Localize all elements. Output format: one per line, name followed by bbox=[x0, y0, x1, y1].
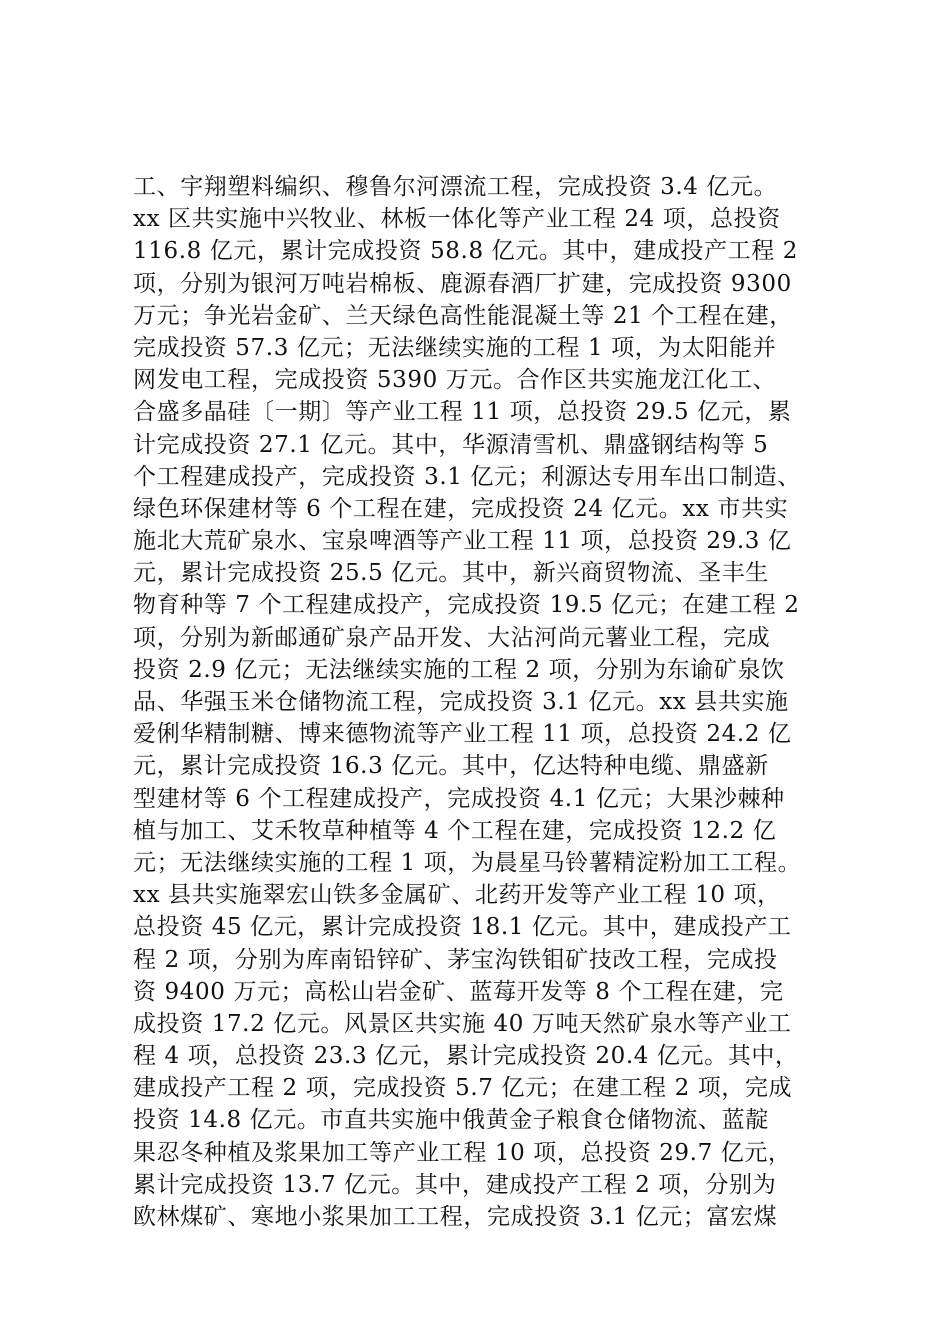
text-line: 万元；争光岩金矿、兰天绿色高性能混凝土等 21 个工程在建， bbox=[133, 302, 793, 329]
text-line: 网发电工程，完成投资 5390 万元。合作区共实施龙江化工、 bbox=[133, 367, 777, 394]
text-line: 元，累计完成投资 25.5 亿元。其中，新兴商贸物流、圣丰生 bbox=[133, 560, 769, 587]
text-line: 投资 14.8 亿元。市直共实施中俄黄金子粮食仓储物流、蓝靛 bbox=[133, 1107, 769, 1134]
text-line: 建成投产工程 2 项，完成投资 5.7 亿元；在建工程 2 项，完成 bbox=[133, 1075, 793, 1102]
text-line: 型建材等 6 个工程建成投产，完成投资 4.1 亿元；大果沙棘种 bbox=[133, 785, 785, 812]
text-line: 116.8 亿元，累计完成投资 58.8 亿元。其中，建成投产工程 2 bbox=[133, 238, 798, 265]
text-line: 程 2 项，分别为库南铅锌矿、茅宝沟铁钼矿技改工程，完成投 bbox=[133, 946, 778, 973]
text-line: 合盛多晶硅〔一期〕等产业工程 11 项，总投资 29.5 亿元，累 bbox=[133, 399, 792, 426]
body-text bbox=[133, 171, 833, 1233]
text-line: 施北大荒矿泉水、宝泉啤酒等产业工程 11 项，总投资 29.3 亿 bbox=[133, 528, 792, 555]
text-line: 计完成投资 27.1 亿元。其中，华源清雪机、鼎盛钢结构等 5 bbox=[133, 431, 769, 458]
text-line: 果忍冬种植及浆果加工等产业工程 10 项，总投资 29.7 亿元， bbox=[133, 1139, 792, 1166]
text-line: 项，分别为新邮通矿泉产品开发、大沾河尚元薯业工程，完成 bbox=[133, 624, 771, 651]
text-line: 品、华强玉米仓储物流工程，完成投资 3.1 亿元。xx 县共实施 bbox=[133, 689, 789, 715]
text-line: xx 县共实施翠宏山铁多金属矿、北药开发等产业工程 10 项， bbox=[133, 882, 781, 909]
text-line: 成投资 17.2 亿元。风景区共实施 40 万吨天然矿泉水等产业工 bbox=[133, 1010, 792, 1037]
text-line: 物育种等 7 个工程建成投产，完成投资 19.5 亿元；在建工程 2 bbox=[133, 592, 800, 619]
text-line: 爱俐华精制糖、博来德物流等产业工程 11 项，总投资 24.2 亿 bbox=[133, 721, 792, 748]
text-line: 绿色环保建材等 6 个工程在建，完成投资 24 亿元。xx 市共实 bbox=[133, 495, 789, 522]
text-line: 工、宇翔塑料编织、穆鲁尔河漂流工程，完成投资 3.4 亿元。 bbox=[133, 174, 778, 200]
text-line: xx 区共实施中兴牧业、林板一体化等产业工程 24 项，总投资 bbox=[133, 206, 781, 233]
text-line: 投资 2.9 亿元；无法继续实施的工程 2 项，分别为东谕矿泉饮 bbox=[133, 656, 785, 683]
text-line: 个工程建成投产，完成投资 3.1 亿元；利源达专用车出口制造、 bbox=[133, 463, 801, 490]
text-line: 元；无法继续实施的工程 1 项，为晨星马铃薯精淀粉加工工程。 bbox=[133, 849, 802, 876]
text-line: 欧林煤矿、寒地小浆果加工工程，完成投资 3.1 亿元；富宏煤 bbox=[133, 1204, 778, 1230]
text-line: 项，分别为银河万吨岩棉板、鹿源春酒厂扩建，完成投资 9300 bbox=[133, 270, 792, 297]
text-line: 完成投资 57.3 亿元；无法继续实施的工程 1 项，为太阳能并 bbox=[133, 334, 777, 361]
text-line: 植与加工、艾禾牧草种植等 4 个工程在建，完成投资 12.2 亿 bbox=[133, 817, 777, 844]
text-line: 累计完成投资 13.7 亿元。其中，建成投产工程 2 项，分别为 bbox=[133, 1171, 777, 1198]
text-line: 元，累计完成投资 16.3 亿元。其中，亿达特种电缆、鼎盛新 bbox=[133, 753, 769, 780]
text-line: 总投资 45 亿元，累计完成投资 18.1 亿元。其中，建成投产工 bbox=[133, 914, 792, 941]
text-line: 资 9400 万元；高松山岩金矿、蓝莓开发等 8 个工程在建，完 bbox=[133, 978, 784, 1005]
text-line: 程 4 项，总投资 23.3 亿元，累计完成投资 20.4 亿元。其中， bbox=[133, 1043, 799, 1070]
